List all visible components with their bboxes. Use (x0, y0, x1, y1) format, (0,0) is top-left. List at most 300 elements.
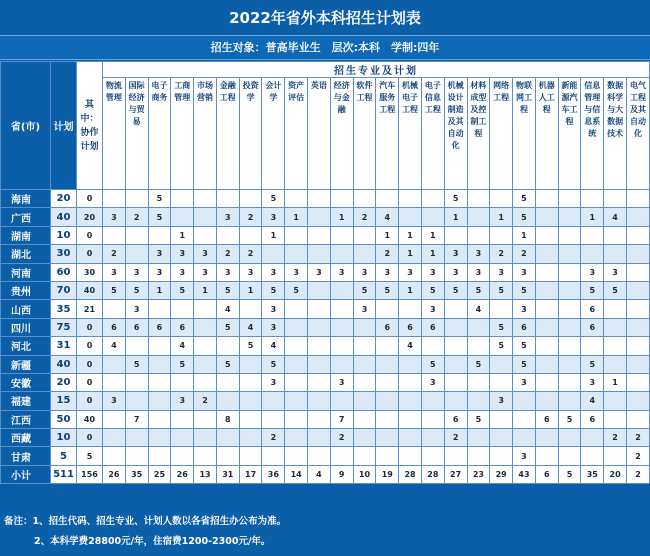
quota-cell (467, 373, 490, 391)
table-row (1, 373, 650, 391)
quota-cell: 6 (581, 410, 604, 428)
quota-cell: 3 (399, 263, 422, 281)
quota-cell (467, 208, 490, 226)
quota-cell: 2 (125, 208, 148, 226)
quota-cell (535, 226, 558, 244)
quota-cell (581, 245, 604, 263)
quota-cell: 6 (103, 318, 126, 336)
quota-cell (558, 447, 581, 465)
quota-cell (626, 245, 649, 263)
quota-cell: 5 (376, 281, 399, 299)
quota-cell (444, 337, 467, 355)
total-cell: 5 (558, 465, 581, 483)
quota-cell (216, 447, 239, 465)
quota-cell (399, 190, 422, 208)
quota-cell (330, 318, 353, 336)
quota-cell (376, 300, 399, 318)
major-header: 电子信息工程 (421, 78, 444, 190)
quota-cell (148, 226, 171, 244)
quota-cell (626, 190, 649, 208)
quota-cell: 4 (467, 300, 490, 318)
quota-cell (239, 355, 262, 373)
quota-cell (444, 300, 467, 318)
quota-cell: 5 (171, 355, 194, 373)
quota-cell (308, 245, 331, 263)
quota-cell (148, 392, 171, 410)
total-cell: 28 (399, 465, 422, 483)
quota-cell: 5 (604, 281, 627, 299)
quota-cell (148, 373, 171, 391)
province-header: 省(市) (1, 62, 51, 190)
quota-cell: 2 (626, 429, 649, 447)
notes (0, 512, 650, 556)
quota-cell: 3 (194, 245, 217, 263)
quota-cell (604, 190, 627, 208)
quota-cell: 3 (330, 373, 353, 391)
quota-cell (239, 190, 262, 208)
quota-cell (308, 429, 331, 447)
quota-cell (399, 392, 422, 410)
quota-cell (399, 373, 422, 391)
plan-cell: 30 (51, 245, 77, 263)
quota-cell: 5 (171, 281, 194, 299)
quota-cell: 2 (239, 208, 262, 226)
quota-cell (216, 226, 239, 244)
quota-cell (353, 226, 376, 244)
quota-cell: 5 (216, 355, 239, 373)
quota-cell (216, 392, 239, 410)
major-header: 信息管理与信息系统 (581, 78, 604, 190)
quota-cell (604, 447, 627, 465)
page-title: 2022年省外本科招生计划表 (0, 0, 650, 36)
quota-cell (626, 263, 649, 281)
quota-cell (490, 410, 513, 428)
quota-cell (308, 355, 331, 373)
quota-cell (467, 318, 490, 336)
quota-cell: 5 (490, 318, 513, 336)
quota-cell (308, 190, 331, 208)
plan-cell: 50 (51, 410, 77, 428)
table-row (1, 300, 650, 318)
quota-cell: 4 (239, 318, 262, 336)
quota-cell (490, 355, 513, 373)
province-cell: 广西 (1, 208, 51, 226)
total-cell: 31 (216, 465, 239, 483)
province-cell: 山西 (1, 300, 51, 318)
quota-cell (558, 337, 581, 355)
quota-cell (626, 355, 649, 373)
quota-cell: 2 (490, 245, 513, 263)
coop-cell: 5 (77, 447, 103, 465)
quota-cell: 5 (216, 318, 239, 336)
quota-cell (444, 226, 467, 244)
quota-cell: 3 (604, 263, 627, 281)
quota-cell (103, 226, 126, 244)
quota-cell: 5 (444, 281, 467, 299)
quota-cell (216, 429, 239, 447)
quota-cell (626, 318, 649, 336)
quota-cell: 5 (581, 355, 604, 373)
quota-cell (467, 337, 490, 355)
quota-cell: 5 (125, 355, 148, 373)
quota-cell: 4 (103, 337, 126, 355)
plan-cell: 40 (51, 355, 77, 373)
quota-cell: 3 (103, 392, 126, 410)
quota-cell (535, 447, 558, 465)
quota-cell (558, 355, 581, 373)
note-1: 备注：1、招生代码、招生专业、计划人数以各省招生办公布为准。 (4, 516, 287, 527)
quota-cell (535, 281, 558, 299)
quota-cell (194, 355, 217, 373)
quota-cell (535, 373, 558, 391)
quota-cell (103, 410, 126, 428)
total-row (1, 465, 650, 483)
quota-cell (148, 300, 171, 318)
quota-cell: 3 (513, 373, 536, 391)
quota-cell: 6 (513, 318, 536, 336)
quota-cell (103, 373, 126, 391)
table-body (1, 190, 650, 484)
quota-cell: 4 (581, 392, 604, 410)
major-header: 机械电子工程 (399, 78, 422, 190)
quota-cell (558, 263, 581, 281)
quota-cell: 5 (421, 281, 444, 299)
quota-cell: 6 (581, 318, 604, 336)
quota-cell (558, 300, 581, 318)
quota-cell (285, 355, 308, 373)
quota-cell: 5 (513, 281, 536, 299)
quota-cell: 3 (125, 300, 148, 318)
plan-cell: 10 (51, 429, 77, 447)
quota-cell: 3 (216, 263, 239, 281)
quota-cell (330, 190, 353, 208)
major-header: 新能源汽车工程 (558, 78, 581, 190)
quota-cell (194, 447, 217, 465)
total-cell: 9 (330, 465, 353, 483)
majors-group-header: 招生专业及计划 (103, 62, 650, 78)
major-header: 机械设计制造及其自动化 (444, 78, 467, 190)
quota-cell (581, 190, 604, 208)
major-header: 国际经济与贸易 (125, 78, 148, 190)
quota-cell (467, 190, 490, 208)
major-header: 市场营销 (194, 78, 217, 190)
table-row (1, 337, 650, 355)
quota-cell (125, 392, 148, 410)
coop-cell: 0 (77, 226, 103, 244)
quota-cell (148, 410, 171, 428)
quota-cell: 5 (285, 281, 308, 299)
quota-cell: 1 (330, 208, 353, 226)
quota-cell (467, 447, 490, 465)
quota-cell (239, 226, 262, 244)
plan-header: 计划 (51, 62, 77, 190)
quota-cell (535, 318, 558, 336)
quota-cell: 3 (467, 245, 490, 263)
quota-cell (194, 373, 217, 391)
quota-cell (626, 281, 649, 299)
quota-cell (125, 245, 148, 263)
quota-cell (490, 190, 513, 208)
total-cell: 23 (467, 465, 490, 483)
quota-cell: 1 (581, 208, 604, 226)
quota-cell: 5 (421, 355, 444, 373)
quota-cell: 2 (194, 392, 217, 410)
quota-cell: 2 (604, 429, 627, 447)
total-cell: 29 (490, 465, 513, 483)
quota-cell (626, 300, 649, 318)
quota-cell (399, 300, 422, 318)
quota-cell (535, 190, 558, 208)
province-cell: 安徽 (1, 373, 51, 391)
total-cell: 10 (353, 465, 376, 483)
quota-cell: 3 (444, 245, 467, 263)
quota-cell (513, 410, 536, 428)
total-cell: 43 (513, 465, 536, 483)
quota-cell (558, 392, 581, 410)
quota-cell (103, 355, 126, 373)
plan-cell: 5 (51, 447, 77, 465)
quota-cell: 4 (262, 337, 285, 355)
quota-cell: 1 (421, 245, 444, 263)
quota-cell (125, 447, 148, 465)
province-cell: 河北 (1, 337, 51, 355)
major-header: 软件工程 (353, 78, 376, 190)
table-row (1, 355, 650, 373)
quota-cell (194, 300, 217, 318)
plan-cell: 75 (51, 318, 77, 336)
quota-cell (330, 392, 353, 410)
quota-cell: 5 (513, 355, 536, 373)
table-row (1, 263, 650, 281)
quota-cell: 2 (216, 245, 239, 263)
plan-cell: 40 (51, 208, 77, 226)
quota-cell (285, 373, 308, 391)
major-header: 投资学 (239, 78, 262, 190)
quota-cell (421, 190, 444, 208)
quota-cell: 3 (421, 300, 444, 318)
quota-cell (604, 355, 627, 373)
quota-cell (376, 373, 399, 391)
total-cell: 17 (239, 465, 262, 483)
quota-cell (353, 190, 376, 208)
quota-cell (216, 337, 239, 355)
quota-cell (535, 300, 558, 318)
note-2: 2、本科学费28800元/年，住宿费1200-2300元/年。 (34, 536, 271, 547)
quota-cell: 3 (353, 263, 376, 281)
quota-cell: 5 (467, 355, 490, 373)
quota-cell: 1 (444, 208, 467, 226)
plan-cell: 20 (51, 190, 77, 208)
quota-cell: 3 (444, 263, 467, 281)
quota-cell (558, 373, 581, 391)
quota-cell: 1 (399, 281, 422, 299)
plan-cell: 31 (51, 337, 77, 355)
quota-cell (490, 429, 513, 447)
quota-cell: 2 (513, 245, 536, 263)
table-header (1, 62, 650, 190)
quota-cell (376, 447, 399, 465)
coop-cell: 0 (77, 337, 103, 355)
quota-cell (125, 337, 148, 355)
quota-cell: 3 (285, 263, 308, 281)
quota-cell: 3 (353, 300, 376, 318)
quota-cell: 5 (216, 281, 239, 299)
quota-cell (171, 373, 194, 391)
quota-cell (171, 447, 194, 465)
quota-cell: 3 (513, 300, 536, 318)
quota-cell (239, 373, 262, 391)
quota-cell (399, 429, 422, 447)
quota-cell: 5 (513, 208, 536, 226)
quota-cell: 7 (125, 410, 148, 428)
quota-cell (558, 245, 581, 263)
total-cell: 13 (194, 465, 217, 483)
quota-cell (535, 208, 558, 226)
quota-cell (421, 392, 444, 410)
quota-cell (285, 410, 308, 428)
major-header: 数据科学与大数据技术 (604, 78, 627, 190)
province-cell: 甘肃 (1, 447, 51, 465)
quota-cell: 3 (148, 245, 171, 263)
quota-cell (148, 337, 171, 355)
major-header: 材料成型及控制工程 (467, 78, 490, 190)
total-cell: 28 (421, 465, 444, 483)
quota-cell: 2 (262, 429, 285, 447)
quota-cell: 1 (239, 281, 262, 299)
quota-cell (103, 447, 126, 465)
quota-cell: 3 (421, 373, 444, 391)
table-row (1, 410, 650, 428)
coop-cell: 20 (77, 208, 103, 226)
quota-cell: 3 (148, 263, 171, 281)
total-coop: 156 (77, 465, 103, 483)
quota-cell (376, 337, 399, 355)
coop-cell: 0 (77, 245, 103, 263)
quota-cell: 5 (513, 337, 536, 355)
quota-cell (626, 392, 649, 410)
plan-cell: 35 (51, 300, 77, 318)
quota-cell (308, 373, 331, 391)
quota-cell (285, 429, 308, 447)
quota-cell (308, 300, 331, 318)
coop-cell: 30 (77, 263, 103, 281)
quota-cell: 3 (581, 373, 604, 391)
quota-cell (330, 447, 353, 465)
province-cell: 西藏 (1, 429, 51, 447)
major-header: 汽车服务工程 (376, 78, 399, 190)
quota-cell (330, 337, 353, 355)
quota-cell (125, 373, 148, 391)
major-header: 物联网工程 (513, 78, 536, 190)
quota-cell: 5 (467, 410, 490, 428)
total-cell: 35 (125, 465, 148, 483)
quota-cell: 6 (171, 318, 194, 336)
coop-cell: 0 (77, 373, 103, 391)
quota-cell: 3 (262, 300, 285, 318)
major-header: 电气工程及其自动化 (626, 78, 649, 190)
quota-cell (194, 190, 217, 208)
quota-cell: 4 (216, 300, 239, 318)
quota-cell (353, 429, 376, 447)
quota-cell (308, 410, 331, 428)
table-row (1, 190, 650, 208)
quota-cell (330, 300, 353, 318)
quota-cell (262, 245, 285, 263)
quota-cell (467, 392, 490, 410)
quota-cell (353, 392, 376, 410)
quota-cell (558, 281, 581, 299)
quota-cell: 3 (330, 263, 353, 281)
quota-cell (490, 226, 513, 244)
quota-cell (444, 392, 467, 410)
quota-cell (581, 337, 604, 355)
total-cell: 35 (581, 465, 604, 483)
quota-cell (376, 429, 399, 447)
quota-cell (581, 429, 604, 447)
major-header: 工商管理 (171, 78, 194, 190)
quota-cell (604, 337, 627, 355)
plan-cell: 15 (51, 392, 77, 410)
quota-cell (148, 355, 171, 373)
quota-cell: 1 (399, 226, 422, 244)
quota-cell: 1 (421, 226, 444, 244)
quota-cell (513, 429, 536, 447)
quota-cell (194, 226, 217, 244)
quota-cell (125, 226, 148, 244)
quota-cell (330, 281, 353, 299)
quota-cell (308, 208, 331, 226)
quota-cell (558, 429, 581, 447)
quota-cell: 4 (399, 337, 422, 355)
province-cell: 福建 (1, 392, 51, 410)
quota-cell: 3 (421, 263, 444, 281)
quota-cell (194, 337, 217, 355)
table-row (1, 429, 650, 447)
quota-cell (308, 318, 331, 336)
quota-cell: 4 (171, 337, 194, 355)
quota-cell (239, 447, 262, 465)
quota-cell: 1 (148, 281, 171, 299)
quota-cell: 5 (103, 281, 126, 299)
quota-cell: 3 (262, 373, 285, 391)
quota-cell: 3 (171, 245, 194, 263)
quota-cell (308, 447, 331, 465)
province-cell: 四川 (1, 318, 51, 336)
province-cell: 新疆 (1, 355, 51, 373)
quota-cell (285, 337, 308, 355)
quota-cell (490, 300, 513, 318)
quota-cell (262, 392, 285, 410)
quota-cell (581, 226, 604, 244)
major-header: 网络工程 (490, 78, 513, 190)
quota-cell: 3 (513, 263, 536, 281)
quota-cell (444, 447, 467, 465)
quota-cell (194, 318, 217, 336)
quota-cell (444, 355, 467, 373)
major-header: 物流管理 (103, 78, 126, 190)
quota-cell (626, 410, 649, 428)
quota-cell: 3 (581, 263, 604, 281)
quota-cell: 5 (490, 281, 513, 299)
total-cell: 27 (444, 465, 467, 483)
quota-cell (353, 447, 376, 465)
coop-cell: 40 (77, 281, 103, 299)
quota-cell: 2 (376, 245, 399, 263)
major-header: 金融工程 (216, 78, 239, 190)
total-cell: 19 (376, 465, 399, 483)
coop-cell: 0 (77, 355, 103, 373)
total-cell: 26 (103, 465, 126, 483)
